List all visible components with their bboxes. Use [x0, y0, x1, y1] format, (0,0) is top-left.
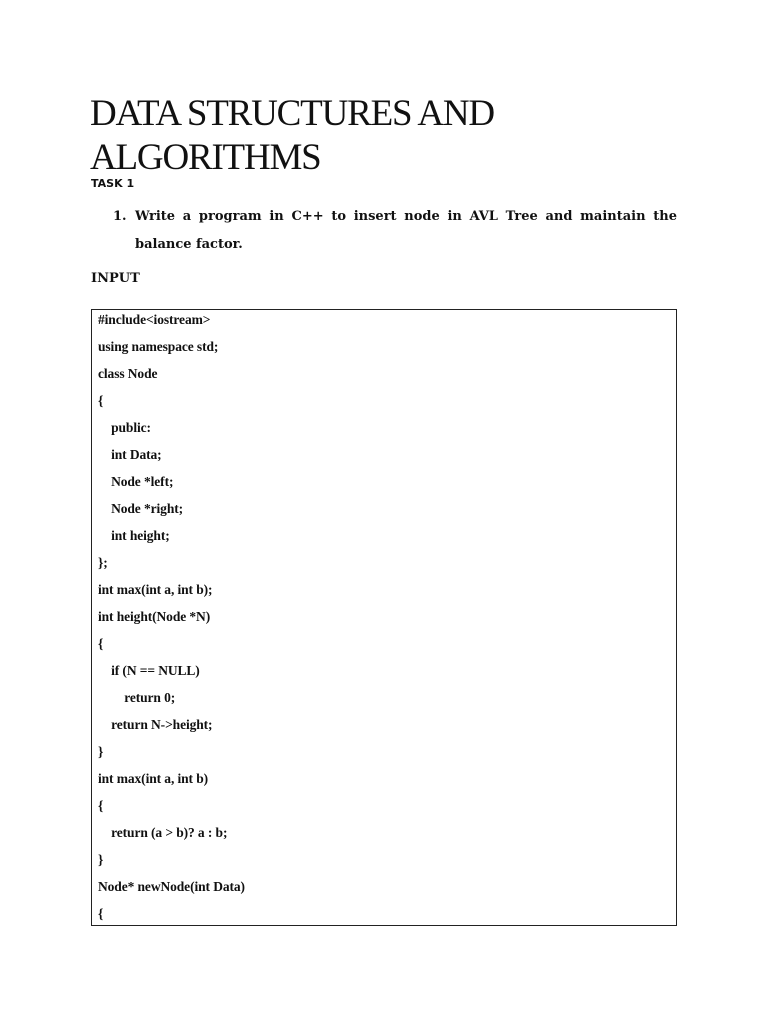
task-item-number: 1.: [113, 209, 127, 224]
code-line: int max(int a, int b): [98, 771, 209, 786]
code-line: }: [98, 744, 104, 759]
code-line: }: [98, 852, 104, 867]
code-line: if (N == NULL): [98, 663, 200, 678]
code-line: {: [98, 798, 104, 813]
code-line: #include<iostream>: [98, 312, 211, 327]
code-line: class Node: [98, 366, 158, 381]
code-line: return N->height;: [98, 717, 213, 732]
code-line: int max(int a, int b);: [98, 582, 213, 597]
code-line: Node* newNode(int Data): [98, 879, 245, 894]
code-line: {: [98, 906, 104, 921]
code-line: using namespace std;: [98, 339, 219, 354]
code-line: int height(Node *N): [98, 609, 211, 624]
input-heading: INPUT: [91, 271, 140, 286]
code-line: Node *right;: [98, 501, 184, 516]
task-item-text: Write a program in C++ to insert node in AVL Tree and maintain the balance factor.: [135, 209, 677, 252]
task-list-item: [113, 203, 677, 259]
page-title-line-2: ALGORITHMS: [90, 137, 321, 178]
code-line: {: [98, 393, 104, 408]
code-line: };: [98, 555, 108, 570]
code-line: public:: [98, 420, 151, 435]
task-heading: TASK 1: [91, 177, 135, 190]
code-line: Node *left;: [98, 474, 174, 489]
code-block: [91, 309, 677, 926]
page-title: [90, 92, 690, 180]
page-title-line-1: DATA STRUCTURES AND: [90, 93, 494, 134]
code-line: int height;: [98, 528, 170, 543]
code-line: return (a > b)? a : b;: [98, 825, 228, 840]
code-line: {: [98, 636, 104, 651]
code-line: return 0;: [98, 690, 176, 705]
code-line: int Data;: [98, 447, 162, 462]
